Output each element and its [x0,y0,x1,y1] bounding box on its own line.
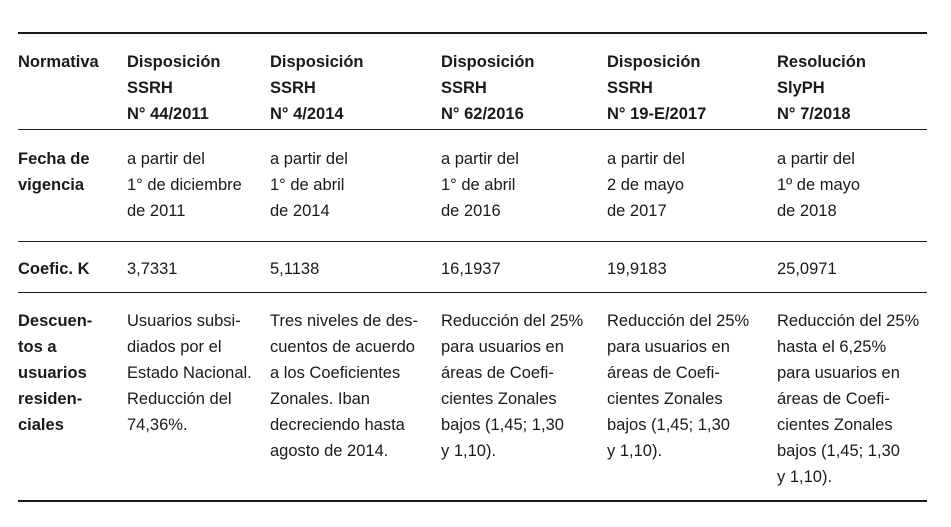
table-bottom-rule [18,500,927,502]
table-cell: a partir del 1° de abril de 2014 [270,150,348,220]
table-cell: 5,1138 [270,260,320,278]
table-cell: Tres niveles de des- cuentos de acuerdo a los Coeficientes Zonales. Iban decreciendo hasta agosto de 2014. [270,312,418,460]
table-row-descuentos [18,293,927,500]
table-cell: a partir del 1° de diciembre de 2011 [127,150,242,220]
table-cell: Reducción del 25% para usuarios en áreas de Coefi- cientes Zonales bajos (1,45; 1,30 y 1,10). [441,312,584,460]
table-row-coef [18,242,927,293]
table-row-fecha [18,130,927,242]
normativa-table [18,32,927,502]
header-col-2011: Disposición SSRH N° 44/2011 [127,53,221,123]
table-cell: 25,0971 [777,260,837,278]
table-cell: Reducción del 25% hasta el 6,25% para usuarios en áreas de Coefi- cientes Zonales bajos (1,45; 1,30 y 1,10). [777,312,920,486]
table-cell: 19,9183 [607,260,667,278]
row-label-fecha: Fecha de vigencia [18,150,90,194]
table-cell: Reducción del 25% para usuarios en áreas de Coefi- cientes Zonales bajos (1,45; 1,30 y 1,10). [607,312,750,460]
row-label-descuentos: Descuen- tos a usuarios residen- ciales [18,312,93,434]
table-header-row [18,34,927,130]
header-col-2016: Disposición SSRH N° 62/2016 [441,53,535,123]
table-cell: 16,1937 [441,260,501,278]
header-col-2018: Resolución SlyPH N° 7/2018 [777,53,866,123]
table-cell: a partir del 1º de mayo de 2018 [777,150,861,220]
table-cell: 3,7331 [127,260,178,278]
row-label-coef: Coefic. K [18,260,90,278]
table-cell: Usuarios subsi- diados por el Estado Nacional. Reducción del 74,36%. [127,312,252,434]
header-col-2017: Disposición SSRH N° 19-E/2017 [607,53,707,123]
table-cell: a partir del 1° de abril de 2016 [441,150,519,220]
table-cell: a partir del 2 de mayo de 2017 [607,150,685,220]
header-col-2014: Disposición SSRH N° 4/2014 [270,53,364,123]
header-label: Normativa [18,53,99,71]
